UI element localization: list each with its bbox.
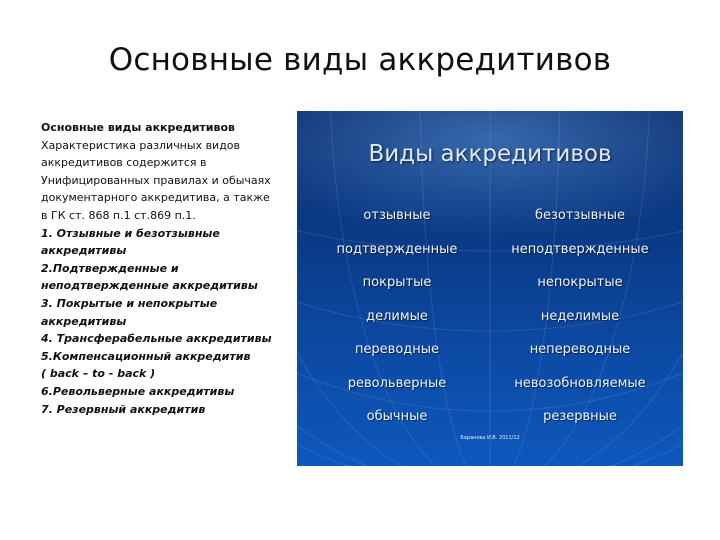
pair-left: отзывные xyxy=(363,208,431,224)
list-item: 1. Отзывные и безотзывные аккредитивы xyxy=(41,226,220,258)
panel-title: Виды аккредитивов xyxy=(368,141,612,167)
pair-row xyxy=(297,333,683,367)
pair-right: непокрытые xyxy=(537,275,623,291)
types-pairs-list xyxy=(297,199,683,434)
pair-left: покрытые xyxy=(362,275,432,291)
pair-left: обычные xyxy=(366,409,428,425)
pair-right: резервные xyxy=(543,409,617,425)
pair-row xyxy=(297,199,683,233)
pair-left: подтвержденные xyxy=(336,241,458,257)
pair-right: безотзывные xyxy=(534,208,626,224)
pair-right: непереводные xyxy=(529,342,631,358)
left-heading: Основные виды аккредитивов xyxy=(41,121,235,134)
left-intro: Характеристика различных видов аккредитивов содержится в Унифицированных правилах и обычаях документарного аккредитива, а также в ГК ст. 868 п.1 ст.869 п.1. xyxy=(41,138,271,222)
pair-right: невозобновляемые xyxy=(514,375,646,391)
pair-row xyxy=(297,266,683,300)
pair-right: неподтвержденные xyxy=(511,241,649,257)
pair-right: неделимые xyxy=(540,308,620,324)
pair-row xyxy=(297,300,683,334)
list-item: 7. Резервный аккредитив xyxy=(41,402,206,416)
list-item: 6.Револьверные аккредитивы xyxy=(41,384,235,398)
pair-left: делимые xyxy=(366,308,428,324)
pair-left: револьверные xyxy=(347,375,447,391)
pair-row xyxy=(297,400,683,434)
list-item: 5.Компенсационный аккредитив ( back – to - back ) xyxy=(41,349,251,381)
slide-title: Основные виды аккредитивов xyxy=(108,42,612,78)
list-item: 2.Подтвержденные и неподтвержденные аккредитивы xyxy=(41,261,258,293)
panel-footnote: Баранова И.В. 2011/12 xyxy=(460,435,520,441)
list-item: 3. Покрытые и непокрытые аккредитивы xyxy=(41,296,218,328)
left-text-block xyxy=(41,119,289,418)
pair-row xyxy=(297,367,683,401)
pair-row xyxy=(297,233,683,267)
list-item: 4. Трансферабельные аккредитивы xyxy=(41,332,272,346)
pair-left: переводные xyxy=(354,342,440,358)
types-panel xyxy=(297,111,683,466)
